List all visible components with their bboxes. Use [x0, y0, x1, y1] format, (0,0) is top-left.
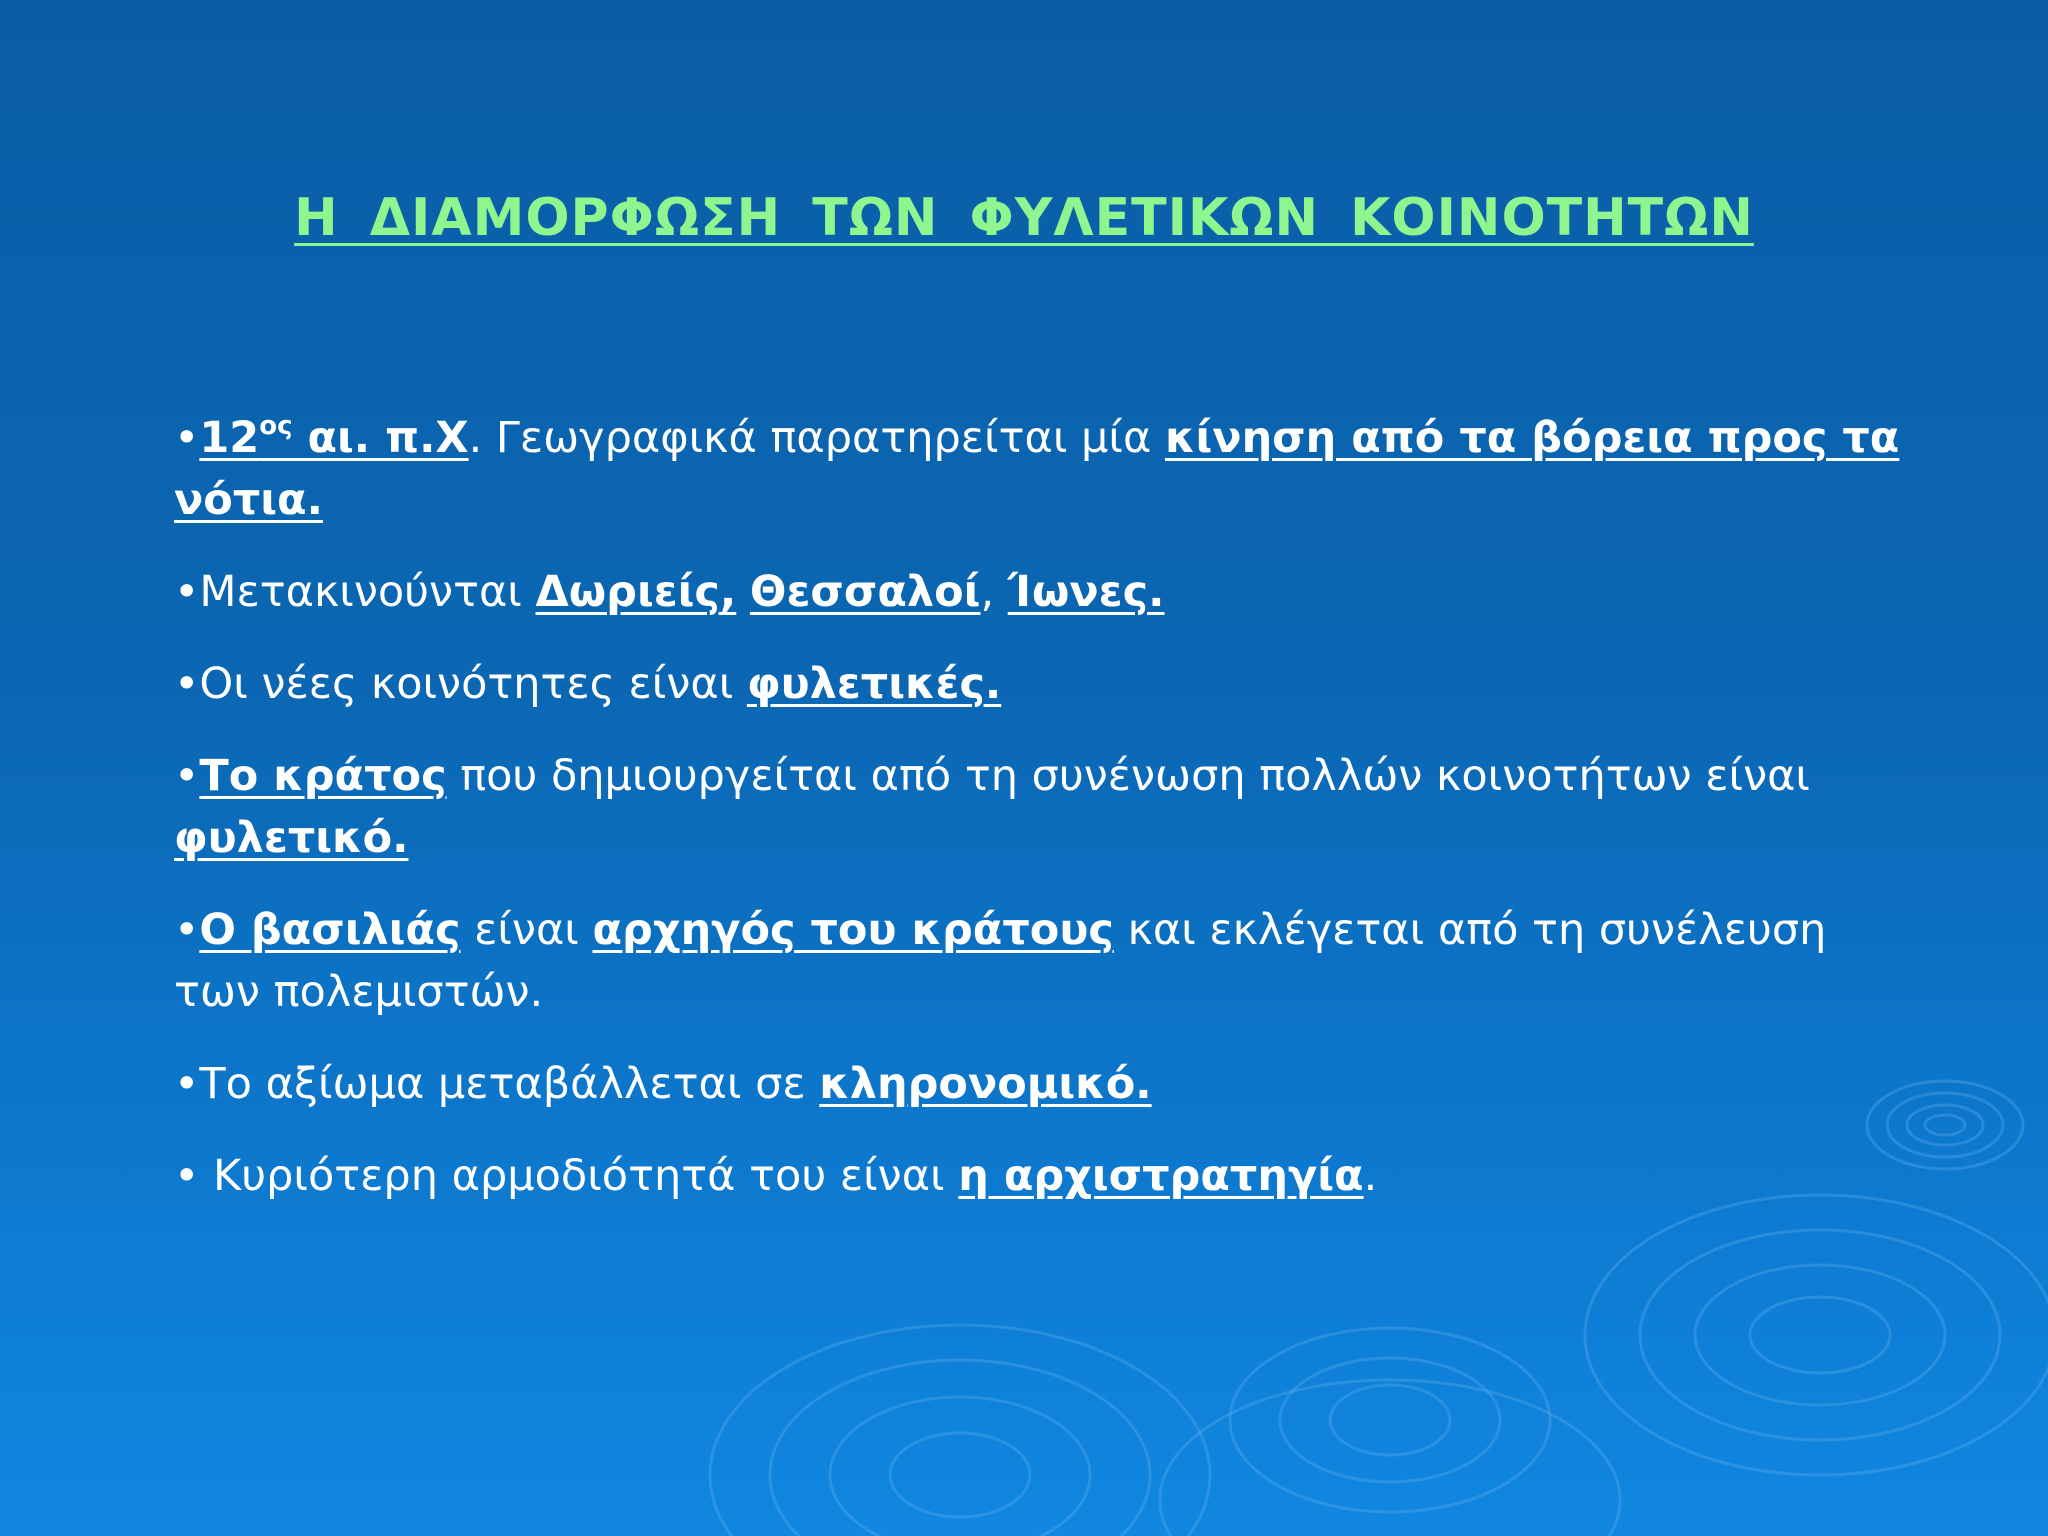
emphasis-text: φυλετικό.: [174, 813, 409, 863]
list-item: [174, 653, 1904, 715]
bullet-icon: •: [174, 1059, 200, 1109]
bullet-icon: •: [174, 567, 200, 617]
item-text: ,: [980, 567, 1008, 617]
item-text: Κυριότερη αρμοδιότητά του είναι: [199, 1151, 959, 1201]
list-item: [174, 1145, 1904, 1207]
emphasis-text: Δωριείς,: [535, 567, 737, 617]
list-item: [174, 395, 1904, 531]
item-text: και εκλέγεται από τη συνέλευση των πολεμιστών.: [174, 905, 1827, 1017]
bullet-list: [174, 395, 1904, 1237]
emphasis-text: η αρχιστρατηγία: [958, 1151, 1364, 1201]
era-text: αι. π.Χ: [292, 413, 469, 463]
bullet-icon: •: [174, 1151, 200, 1201]
emphasis-text: Θεσσαλοί: [749, 567, 981, 617]
bullet-icon: •: [174, 905, 200, 955]
bullet-icon: •: [174, 413, 200, 463]
item-text: που δημιουργείται από τη συνένωση πολλών κοινοτήτων είναι: [446, 751, 1810, 801]
item-text: . Γεωγραφικά παρατηρείται μία: [468, 413, 1165, 463]
emphasis-text: φυλετικές.: [746, 659, 1002, 709]
emphasis-text: Ίωνες.: [1007, 567, 1165, 617]
bullet-icon: •: [174, 659, 200, 709]
item-text: είναι: [460, 905, 593, 955]
list-item: [174, 899, 1904, 1023]
list-item: [174, 1053, 1904, 1115]
list-item: [174, 561, 1904, 623]
item-text: Οι νέες κοινότητες είναι: [199, 659, 747, 709]
item-text: Μετακινούνται: [199, 567, 536, 617]
emphasis-text: κληρονομικό.: [819, 1059, 1152, 1109]
emphasis-text: νότια.: [174, 475, 323, 525]
emphasis-text: Το κράτος: [199, 751, 447, 801]
emphasis-text: [199, 413, 468, 463]
list-item: [174, 745, 1904, 869]
item-text: Το αξίωμα μεταβάλλεται σε: [199, 1059, 820, 1109]
ordinal-suffix: ος: [259, 411, 293, 441]
item-text: .: [1363, 1151, 1378, 1201]
item-text: [736, 567, 750, 617]
century-number: 12: [199, 413, 260, 463]
emphasis-text: Ο βασιλιάς: [199, 905, 461, 955]
slide-title: Η ΔΙΑΜΟΡΦΩΣΗ ΤΩΝ ΦΥΛΕΤΙΚΩΝ ΚΟΙΝΟΤΗΤΩΝ: [294, 188, 1754, 248]
bullet-icon: •: [174, 751, 200, 801]
emphasis-text: κίνηση από τα βόρεια προς τα: [1164, 413, 1900, 463]
emphasis-text: αρχηγός του κράτους: [592, 905, 1114, 955]
